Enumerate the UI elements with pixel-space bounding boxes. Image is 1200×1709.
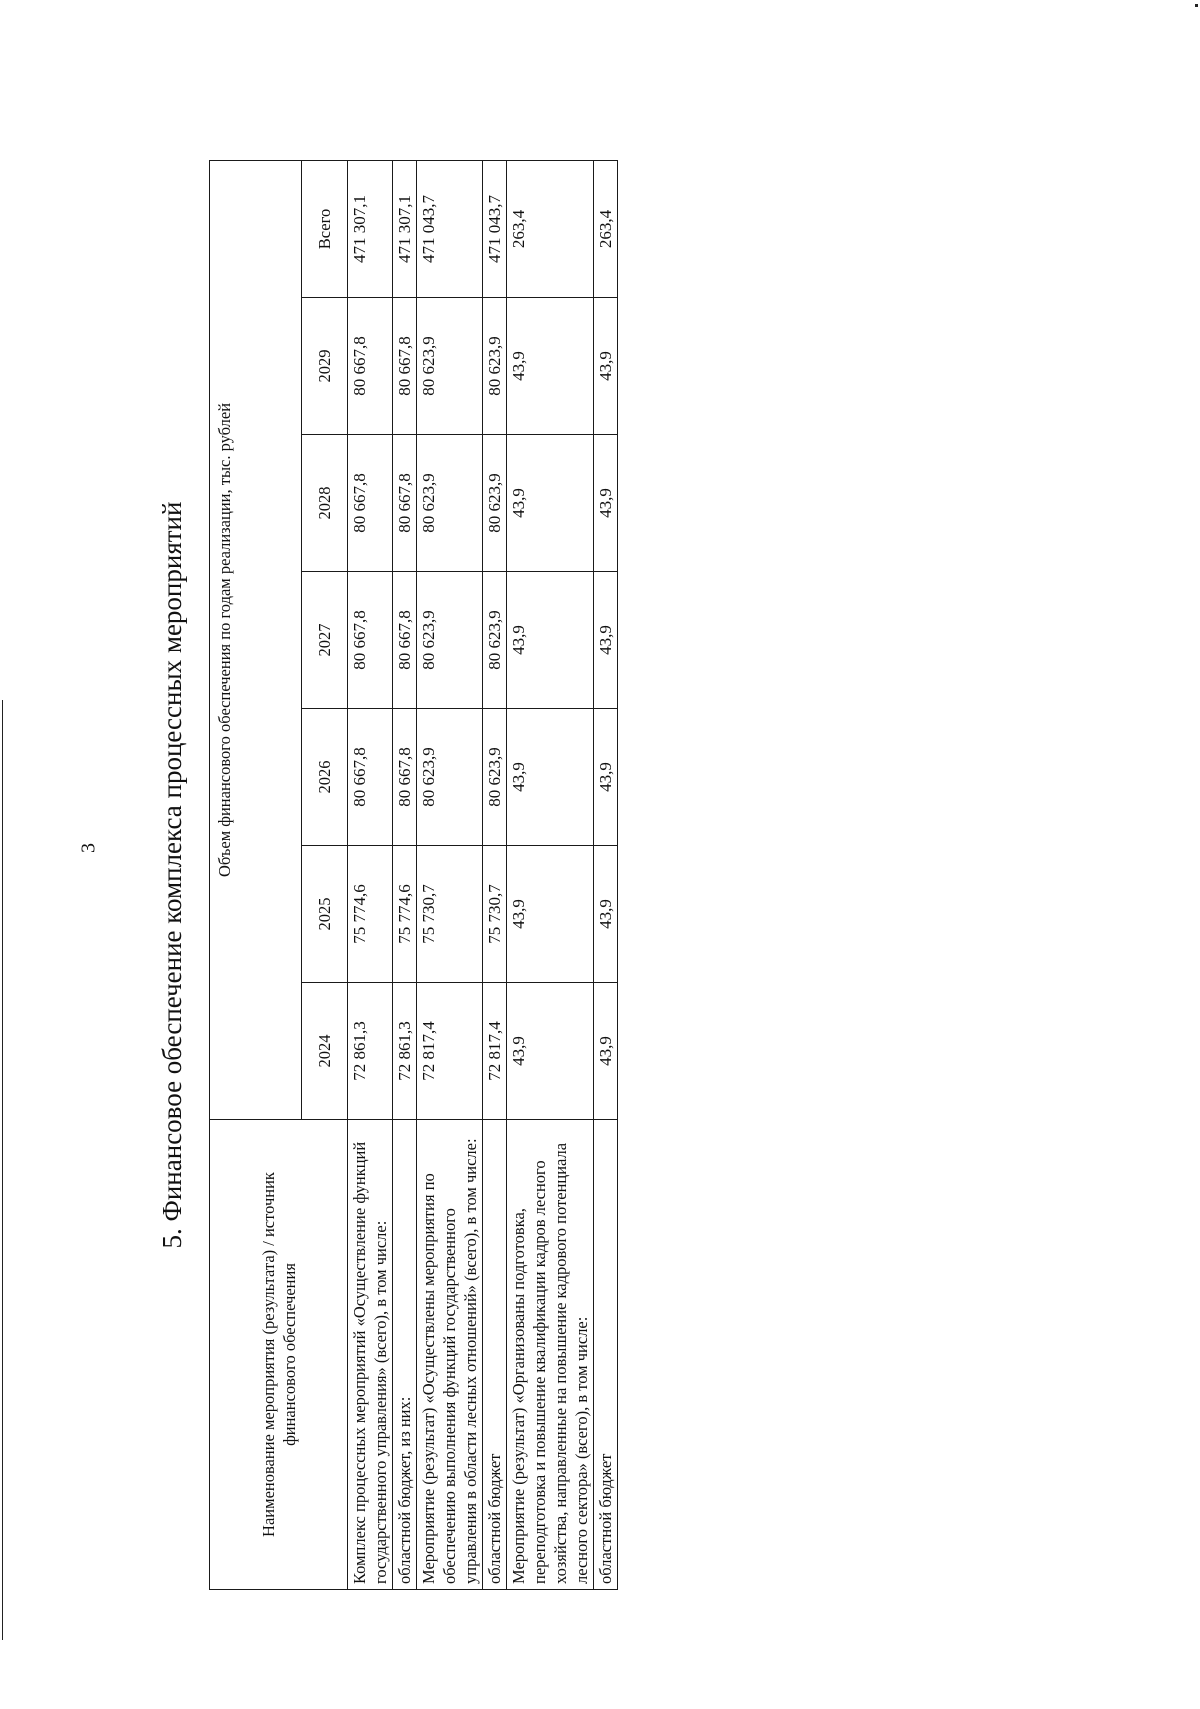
scan-edge-line [2, 700, 3, 1640]
value-cell: 80 623,9 [483, 572, 507, 709]
table-row [594, 160, 618, 1589]
document-title: 5. Финансовое обеспечение комплекса процессных мероприятий [157, 501, 187, 1249]
year-header: 2026 [302, 709, 348, 846]
row-name: Комплекс процессных мероприятий «Осуществление функций государственного управления» (всего), в том числе: [348, 1120, 393, 1590]
header-name-cell: Наименование мероприятия (результата) / источник финансового обеспечения [210, 1120, 348, 1590]
year-header: 2027 [302, 572, 348, 709]
value-cell: 43,9 [507, 435, 594, 572]
value-cell: 80 623,9 [417, 572, 483, 709]
value-cell: 80 623,9 [417, 298, 483, 435]
value-cell: 75 774,6 [393, 846, 417, 983]
value-cell: 80 667,8 [393, 435, 417, 572]
table-row [348, 160, 393, 1589]
table-row [393, 160, 417, 1589]
value-cell: 80 667,8 [393, 572, 417, 709]
value-cell: 43,9 [507, 572, 594, 709]
value-cell: 80 667,8 [348, 709, 393, 846]
value-cell: 43,9 [507, 983, 594, 1120]
header-volume-cell: Объем финансового обеспечения по годам реализации, тыс. рублей [210, 160, 302, 1119]
value-cell: 80 667,8 [348, 572, 393, 709]
row-name: областной бюджет, из них: [393, 1120, 417, 1590]
value-cell: 80 623,9 [417, 709, 483, 846]
row-name: областной бюджет [594, 1120, 618, 1590]
value-cell: 80 667,8 [348, 298, 393, 435]
value-cell: 43,9 [594, 435, 618, 572]
total-cell: 471 307,1 [348, 160, 393, 297]
value-cell: 80 667,8 [348, 435, 393, 572]
value-cell: 43,9 [594, 298, 618, 435]
value-cell: 75 774,6 [348, 846, 393, 983]
year-header: 2029 [302, 298, 348, 435]
value-cell: 80 667,8 [393, 298, 417, 435]
total-cell: 263,4 [594, 160, 618, 297]
table-row [507, 160, 594, 1589]
page-number: 3 [77, 843, 100, 853]
table-row [483, 160, 507, 1589]
rotated-content [155, 160, 665, 1590]
total-cell: 471 307,1 [393, 160, 417, 297]
value-cell: 80 623,9 [483, 298, 507, 435]
table-row [417, 160, 483, 1589]
row-name: областной бюджет [483, 1120, 507, 1590]
year-header: 2025 [302, 846, 348, 983]
value-cell: 80 623,9 [483, 435, 507, 572]
value-cell: 43,9 [594, 983, 618, 1120]
value-cell: 43,9 [594, 709, 618, 846]
value-cell: 72 817,4 [483, 983, 507, 1120]
value-cell: 72 817,4 [417, 983, 483, 1120]
value-cell: 80 623,9 [417, 435, 483, 572]
value-cell: 72 861,3 [348, 983, 393, 1120]
value-cell: 43,9 [594, 572, 618, 709]
scan-corner-speck [1195, 4, 1198, 7]
value-cell: 75 730,7 [483, 846, 507, 983]
total-cell: 471 043,7 [417, 160, 483, 297]
total-cell: 263,4 [507, 160, 594, 297]
row-name: Мероприятие (результат) «Осуществлены мероприятия по обеспечению выполнения функций государственного управления в области лесных отношений» (всего), в том числе: [417, 1120, 483, 1590]
value-cell: 80 623,9 [483, 709, 507, 846]
row-name: Мероприятие (результат) «Организованы подготовка, переподготовка и повышение квалификации кадров лесного хозяйства, направленные на повышение кадрового потенциала лесного сектора» (всего), в том числе: [507, 1120, 594, 1590]
total-header: Всего [302, 160, 348, 297]
value-cell: 43,9 [507, 298, 594, 435]
total-cell: 471 043,7 [483, 160, 507, 297]
value-cell: 43,9 [594, 846, 618, 983]
financing-table [209, 160, 618, 1590]
value-cell: 72 861,3 [393, 983, 417, 1120]
value-cell: 43,9 [507, 709, 594, 846]
value-cell: 80 667,8 [393, 709, 417, 846]
year-header: 2028 [302, 435, 348, 572]
year-header: 2024 [302, 983, 348, 1120]
value-cell: 75 730,7 [417, 846, 483, 983]
value-cell: 43,9 [507, 846, 594, 983]
